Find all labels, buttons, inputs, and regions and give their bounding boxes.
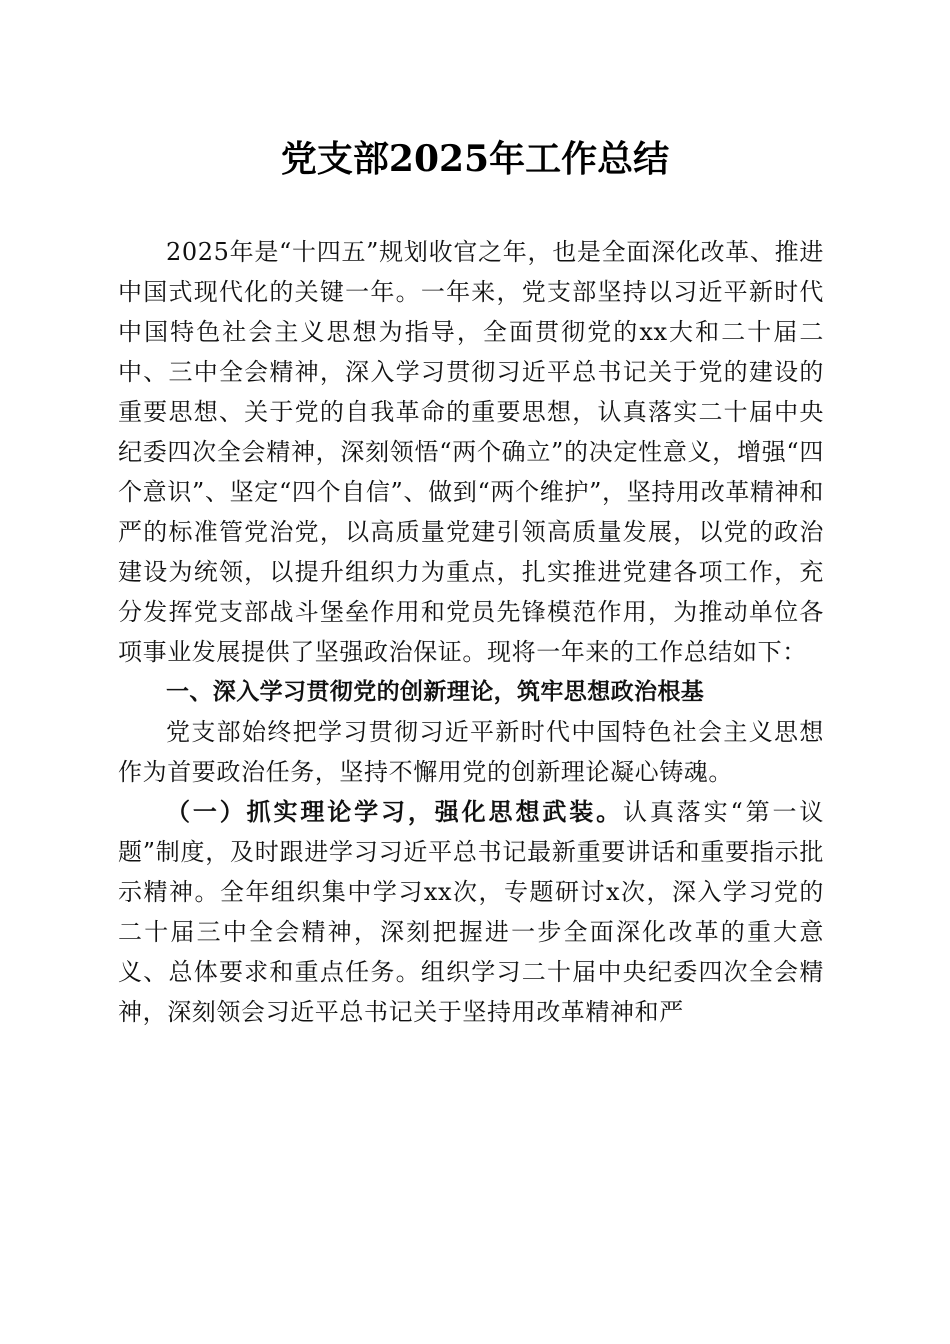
section-1-heading: 一、深入学习贯彻党的创新理论，筑牢思想政治根基 [166, 679, 705, 705]
section-1-item-1-body: 认真落实“第一议题”制度，及时跟进学习习近平总书记最新重要讲话和重要指示批示精神。全年组织集中学习xx次，专题研讨x次，深入学习党的二十届三中全会精神，深刻把握进一步全面深化改革的重大意义、总体要求和重点任务。组织学习二十届中央纪委四次全会精神，深刻领会习近平总书记关于坚持用改革精神和严 [118, 798, 824, 1026]
section-1-item-1-heading: （一）抓实理论学习，强化思想武装。 [166, 797, 623, 826]
intro-paragraph: 2025年是“十四五”规划收官之年，也是全面深化改革、推进中国式现代化的关键一年。一年来，党支部坚持以习近平新时代中国特色社会主义思想为指导，全面贯彻党的xx大和二十届二中、三中全会精神，深入学习贯彻习近平总书记关于党的建设的重要思想、关于党的自我革命的重要思想，认真落实二十届中央纪委四次全会精神，深刻领悟“两个确立”的决定性意义，增强“四个意识”、坚定“四个自信”、做到“两个维护”，坚持用改革精神和严的标准管党治党，以高质量党建引领高质量发展，以党的政治建设为统领，以提升组织力为重点，扎实推进党建各项工作，充分发挥党支部战斗堡垒作用和党员先锋模范作用，为推动单位各项事业发展提供了坚强政治保证。现将一年来的工作总结如下： [118, 238, 824, 666]
document-title: 党支部2025年工作总结 [280, 138, 670, 180]
section-1-lead-paragraph: 党支部始终把学习贯彻习近平新时代中国特色社会主义思想作为首要政治任务，坚持不懈用党的创新理论凝心铸魂。 [118, 718, 824, 786]
document-body [118, 232, 824, 1032]
section-1-item-1-paragraph [118, 792, 824, 1032]
